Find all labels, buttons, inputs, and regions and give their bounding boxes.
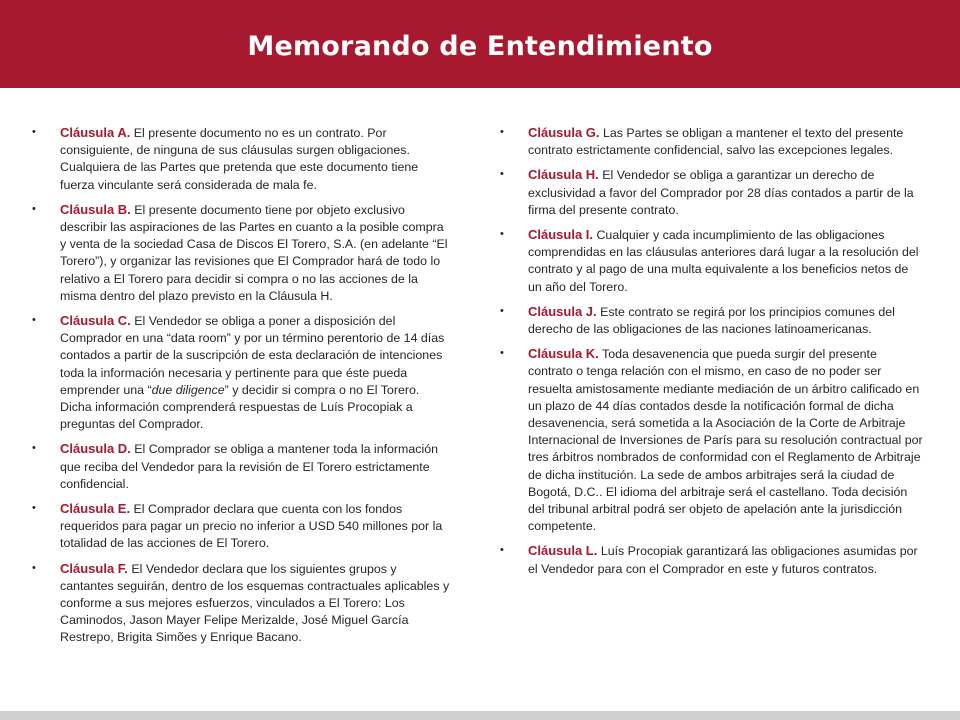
- bullet-icon: •: [32, 314, 36, 327]
- clause-title: Cláusula I.: [528, 227, 594, 243]
- clause-title: Cláusula J.: [528, 303, 597, 319]
- bullet-icon: •: [500, 126, 504, 138]
- clause-k: [500, 345, 925, 535]
- clause-text: El presente documento no es un contrato. Por consiguiente, de ninguna de sus cláusulas surgen obligaciones. Cualquiera de las Partes que pretenda que este documento tiene fuerza vinculante será considerada de mala fe.: [60, 126, 419, 192]
- clause-text: Luís Procopiak garantizará las obligaciones asumidas por el Vendedor para con el Comprador en este y futuros contratos.: [528, 544, 918, 576]
- bullet-icon: •: [500, 347, 504, 360]
- clause-b: [32, 201, 452, 305]
- clause-l: [500, 542, 925, 577]
- clause-text: El Comprador se obliga a mantener toda la información que reciba del Vendedor para la revisión de El Torero estrictamente confidencial.: [60, 442, 438, 491]
- page-title: Memorando de Entendimiento: [247, 30, 713, 62]
- clause-f: [32, 560, 452, 647]
- left-clause-list: [32, 124, 452, 654]
- clause-text: [60, 314, 444, 431]
- clause-text: Este contrato se regirá por los principios comunes del derecho de las obligaciones de las naciones latinoamericanas.: [528, 304, 895, 337]
- clause-text-part: ” y decidir si compra o no El Torero. Dicha información comprenderá respuestas de Luís Procopiak a preguntas del Comprador.: [60, 382, 420, 432]
- right-clause-list: [500, 124, 925, 585]
- clause-text: Las Partes se obligan a mantener el texto del presente contrato estrictamente confidencial, salvo las excepciones legales.: [528, 126, 904, 158]
- clause-title: Cláusula G.: [528, 125, 600, 140]
- clause-a: [32, 124, 452, 194]
- bullet-icon: •: [500, 544, 504, 557]
- bullet-icon: •: [32, 442, 36, 455]
- clause-text: El Vendedor declara que los siguientes grupos y cantantes seguirán, dentro de los esquemas contractuales aplicables y conforme a sus mejores esfuerzos, vinculados a El Torero: Los Caminodos, Jason Mayer Felipe Merizalde, José Miguel García Restrepo, Brigita Simões y Enrique Bacano.: [60, 561, 450, 645]
- bullet-icon: •: [32, 561, 36, 574]
- clause-title: Cláusula K.: [528, 346, 599, 362]
- footer-bar: [0, 711, 960, 720]
- title-banner: [0, 0, 960, 88]
- clause-e: [32, 500, 452, 553]
- clause-h: [500, 166, 925, 219]
- clause-j: [500, 303, 925, 338]
- clause-c: [32, 312, 452, 433]
- bullet-icon: •: [32, 502, 36, 515]
- bullet-icon: •: [500, 168, 504, 181]
- bullet-icon: •: [32, 202, 36, 215]
- clause-text: El Comprador declara que cuenta con los fondos requeridos para pagar un precio no inferior a USD 540 millones por la totalidad de las acciones de El Torero.: [60, 502, 443, 551]
- clause-title: Cláusula D.: [60, 441, 131, 457]
- clause-i: [500, 226, 925, 296]
- clause-g: [500, 124, 925, 159]
- clause-text: Cualquier y cada incumplimiento de las obligaciones comprendidas en las cláusulas anteriores dará lugar a la resolución del contrato y al pago de una multa equivalente a los beneficios netos de un año del Torero.: [528, 228, 919, 294]
- clause-text: El Vendedor se obliga a garantizar un derecho de exclusividad a favor del Comprador por 28 días contados a partir de la firma del presente contrato.: [528, 168, 914, 217]
- bullet-icon: •: [500, 228, 504, 241]
- clause-title: Cláusula A.: [60, 125, 131, 140]
- clause-d: [32, 440, 452, 493]
- clause-text-emphasis: due diligence: [151, 382, 225, 397]
- clause-title: Cláusula E.: [60, 501, 131, 517]
- clause-title: Cláusula B.: [60, 201, 131, 217]
- clause-title: Cláusula F.: [60, 560, 128, 576]
- clause-text: Toda desavenencia que pueda surgir del presente contrato o tenga relación con el mismo, en caso de no poder ser resuelta amistosamente mediante mediación de un árbitro calificado en un plazo de 44 días contados desde la notificación formal de dicha desavenencia, será sometida a la Asociación de la Corte de Arbitraje Internacional de Inversiones de París para su resolución contractual por tres árbitros nombrados de conformidad con el Reglamento de Arbitraje de dicha institución. La sede de ambos arbitrajes será la ciudad de Bogotá, D.C.. El idioma del arbitraje será el castellano. Toda decisión del tribunal arbitral podrá ser objeto de apelación ante la jurisdicción competente.: [528, 347, 923, 534]
- clause-title: Cláusula L.: [528, 543, 598, 559]
- clause-text-part: El Vendedor se obliga a poner a disposición del Comprador en una “data room” y por un término perentorio de 14 días contados a partir de la suscripción de esta declaración de intenciones toda la información necesaria y pertinente para que éste pueda emprender una “: [60, 314, 445, 397]
- clause-text: El presente documento tiene por objeto exclusivo describir las aspiraciones de las Partes en cuanto a la posible compra y venta de la sociedad Casa de Discos El Torero, S.A. (en adelante “El Torero”), y organizar las revisiones que El Comprador hará de todo lo relativo a El Torero para decidir si compra o no las acciones de la misma dentro del plazo previsto en la Cláusula H.: [60, 202, 448, 303]
- bullet-icon: •: [500, 304, 504, 317]
- clause-title: Cláusula H.: [528, 167, 599, 183]
- clause-title: Cláusula C.: [60, 313, 131, 329]
- bullet-icon: •: [32, 126, 36, 138]
